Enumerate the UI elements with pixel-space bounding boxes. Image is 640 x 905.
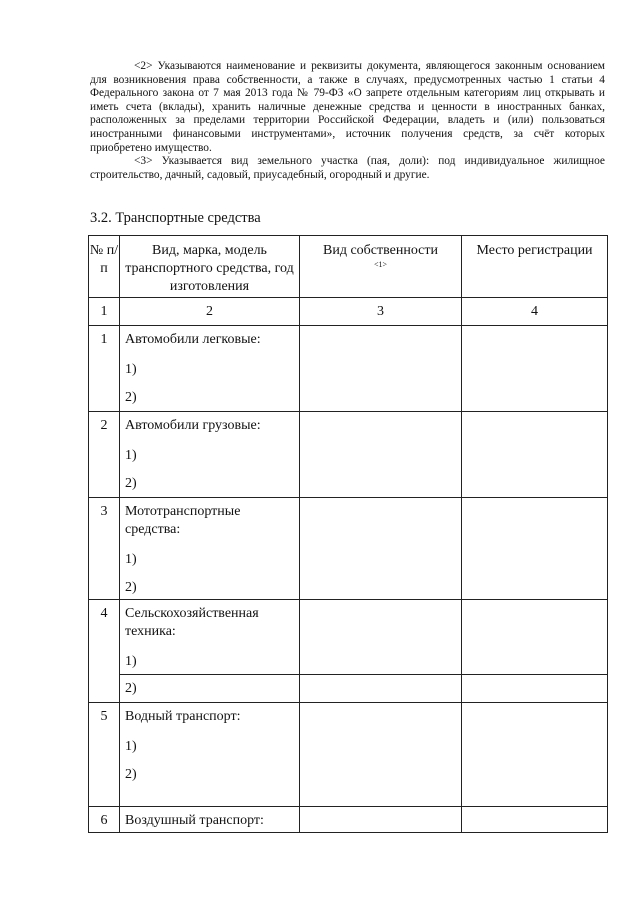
row-label: Автомобили легковые: xyxy=(125,332,261,347)
ownership-cell[interactable] xyxy=(300,412,462,498)
row-item: 1) xyxy=(125,552,137,567)
row-num: 4 xyxy=(89,600,120,703)
row-num: 1 xyxy=(89,326,120,412)
table-row xyxy=(89,498,608,600)
section-title: 3.2. Транспортные средства xyxy=(90,210,261,226)
row-item: 2) xyxy=(125,476,137,491)
header-ownership-label: Вид собственности xyxy=(322,243,439,258)
row-item: 2) xyxy=(125,767,137,782)
column-number: 1 xyxy=(89,298,120,326)
header-registration: Место регистрации xyxy=(462,236,608,298)
ownership-cell[interactable] xyxy=(300,807,462,833)
row-name-cell xyxy=(120,703,300,807)
column-number: 2 xyxy=(120,298,300,326)
table-row xyxy=(89,675,608,703)
registration-cell[interactable] xyxy=(462,703,608,807)
row-item: 1) xyxy=(125,739,137,754)
row-num: 5 xyxy=(89,703,120,807)
row-name-cell xyxy=(120,326,300,412)
header-name: Вид, марка, модель транспортного средства, год изготовления xyxy=(120,236,300,298)
registration-cell[interactable] xyxy=(462,412,608,498)
row-name-cell xyxy=(120,498,300,600)
row-name-cell xyxy=(120,412,300,498)
row-label: Водный транспорт: xyxy=(125,709,241,724)
row-item: 2) xyxy=(125,390,137,405)
registration-cell[interactable] xyxy=(462,807,608,833)
row-name-cell xyxy=(120,807,300,833)
row-label: Автомобили грузовые: xyxy=(125,418,261,433)
row-item: 1) xyxy=(125,654,137,669)
row-label: Сельскохозяйственная техника: xyxy=(125,606,259,639)
table-header-row xyxy=(89,236,608,298)
ownership-cell[interactable] xyxy=(300,600,462,675)
footnote-3: <3> Указывается вид земельного участка (пая, доли): под индивидуальное жилищное строительство, дачный, садовый, приусадебный, огородный и другие. xyxy=(90,155,605,181)
ownership-cell[interactable] xyxy=(300,703,462,807)
table-row xyxy=(89,412,608,498)
ownership-cell[interactable] xyxy=(300,326,462,412)
registration-cell[interactable] xyxy=(462,498,608,600)
row-item: 1) xyxy=(125,362,137,377)
table-row xyxy=(89,807,608,833)
table-row xyxy=(89,703,608,807)
row-label: Мототранспортные средства: xyxy=(125,504,241,537)
table-row xyxy=(89,326,608,412)
row-item: 2) xyxy=(125,580,137,595)
vehicles-table xyxy=(88,235,608,833)
row-item: 2) xyxy=(120,675,300,703)
row-name-cell xyxy=(120,600,300,675)
registration-cell[interactable] xyxy=(462,326,608,412)
ownership-cell[interactable] xyxy=(300,498,462,600)
header-num: № п/п xyxy=(89,236,120,298)
footnote-2: <2> Указываются наименование и реквизиты документа, являющегося законным основанием для возникновения права собственности, а также в случаях, предусмотренных частью 1 статьи 4 Федерального закона от 7 мая 2013 года № 79-ФЗ «О запрете отдельным категориям лиц открывать и иметь счета (вклады), хранить наличные денежные средства и ценности в иностранных банках, расположенных за пределами территории Российской Федерации, владеть и (или) пользоваться иностранными финансовыми инструментами», источник получения средств, за счёт которых приобретено имущество. xyxy=(90,60,605,154)
header-ownership-ref: <1> xyxy=(373,260,388,269)
ownership-cell[interactable] xyxy=(300,675,462,703)
table-row xyxy=(89,600,608,675)
column-number: 4 xyxy=(462,298,608,326)
registration-cell[interactable] xyxy=(462,600,608,675)
header-ownership xyxy=(300,236,462,298)
column-number-row xyxy=(89,298,608,326)
row-label: Воздушный транспорт: xyxy=(125,813,264,828)
row-item: 1) xyxy=(125,448,137,463)
footnotes xyxy=(90,60,605,182)
row-num: 3 xyxy=(89,498,120,600)
registration-cell[interactable] xyxy=(462,675,608,703)
column-number: 3 xyxy=(300,298,462,326)
row-num: 2 xyxy=(89,412,120,498)
row-num: 6 xyxy=(89,807,120,833)
